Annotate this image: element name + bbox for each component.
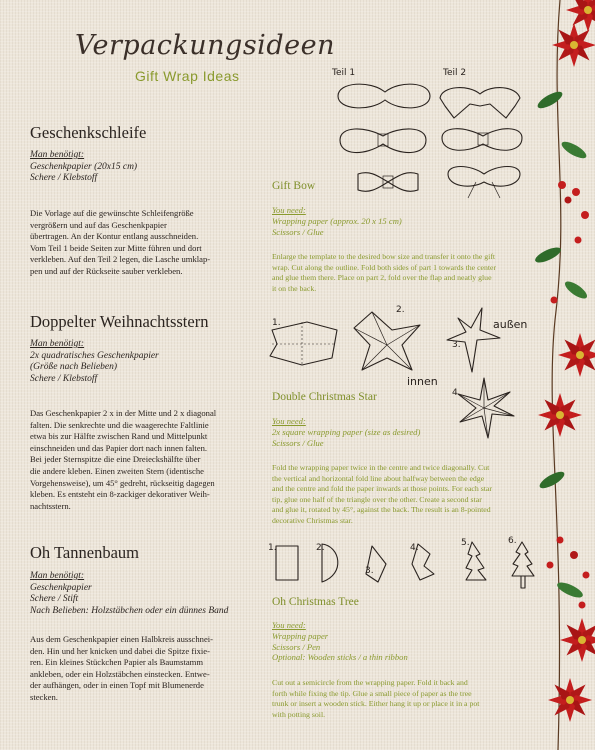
need-line: Nach Belieben: Holzstäbchen oder ein dünnes Band <box>30 605 229 616</box>
need-line: 2x square wrapping paper (size as desired) <box>272 426 421 437</box>
body-line: decorative Christmas star. <box>272 515 353 525</box>
need-line: Scissors / Glue <box>272 226 324 237</box>
tree-trunk <box>521 576 525 588</box>
body-line: wrap. Cut along the outline. Fold both sides of part 1 towards the center <box>272 262 497 272</box>
body-line: with potting soil. <box>272 709 326 719</box>
body-line: pen und auf der Rückseite sauber verkleben. <box>30 265 183 276</box>
body-line: Cut out a semicircle from the wrapping paper. Fold it back and <box>272 678 468 687</box>
bow-folded-1 <box>340 129 426 153</box>
body-tree-en <box>272 678 479 720</box>
star-step-4-label: 4. <box>452 388 461 398</box>
star-steps-diagram <box>262 300 532 440</box>
body-line: falten. Die senkrechte und die waagerechte Faltlinie <box>30 419 209 430</box>
need-label: You need: <box>272 620 306 630</box>
page-subtitle: Gift Wrap Ideas <box>135 68 240 84</box>
body-line: and glue them there. Place on part 2, fold over the flap and neatly glue <box>272 273 492 283</box>
tree-step-5-label: 5. <box>461 538 470 548</box>
need-line: Wrapping paper (approx. 20 x 15 cm) <box>272 215 402 226</box>
body-star-de <box>30 408 216 512</box>
body-line: verkleben. Auf den Teil 2 legen, die Lasche umklap- <box>30 254 211 265</box>
poinsettia-border-decoration <box>530 0 595 750</box>
tree-step1-shape <box>276 546 298 580</box>
section-title-tree-de: Oh Tannenbaum <box>30 543 139 562</box>
body-line: übertragen. An der Kontur entlang ausschneiden. <box>30 231 199 242</box>
need-line: Schere / Klebstoff <box>30 173 98 184</box>
body-line: the vertical and horizontal fold line about halfway between the edge <box>272 473 485 483</box>
body-line: Das Geschenkpapier 2 x in der Mitte und 2 x diagonal <box>30 408 217 418</box>
star-step-3-label: 3. <box>452 340 461 350</box>
body-line: den. Hin und her knicken und dabei die Spitze fixie- <box>30 645 210 656</box>
body-line: Bei jeder Sternspitze die eine Dreieckshälfte über <box>30 454 201 465</box>
needs-bow-en <box>272 205 402 237</box>
body-line: nachtsstern. <box>30 500 71 511</box>
needs-star-de <box>30 339 159 385</box>
body-line: and glue it, rotated by 45°, against the back. The result is an 8-pointed <box>272 505 491 515</box>
body-bow-en <box>272 252 496 294</box>
outside-label: außen <box>493 318 528 331</box>
tree-step-3-label: 3. <box>365 566 374 576</box>
bow-final-1 <box>358 173 418 192</box>
section-title-bow-en: Gift Bow <box>272 180 316 192</box>
body-line: Vom Teil 1 beide Seiten zur Mitte führen und dort <box>30 242 202 253</box>
body-line: tip, glue one half of the triangle over the other. Create a second star <box>272 494 482 504</box>
body-line: Die Vorlage auf die gewünschte Schleifengröße <box>30 208 194 218</box>
need-line: Schere / Klebstoff <box>30 373 98 384</box>
star-step2-shape <box>354 312 420 370</box>
bow-folded-2 <box>442 129 522 151</box>
body-line: Aus dem Geschenkpapier einen Halbkreis ausschnei- <box>30 634 214 644</box>
need-line: Scissors / Pen <box>272 641 321 652</box>
bow-knot-2 <box>478 133 488 145</box>
need-label: Man benötigt: <box>30 150 85 160</box>
star-step1-shape <box>270 322 337 365</box>
need-label: Man benötigt: <box>30 339 85 349</box>
body-line: Enlarge the template to the desired bow size and transfer it onto the gift <box>272 252 496 261</box>
need-line: Wrapping paper <box>272 630 329 641</box>
body-line: stecken. <box>30 691 58 702</box>
tree-step3-shape <box>366 546 386 582</box>
body-tree-de <box>30 634 213 704</box>
body-line: forth while fixing the tip. Glue a small piece of paper as the tree <box>272 688 472 698</box>
body-line: der aufhängen, oder in einen Topf mit Blumenerde <box>30 680 204 691</box>
need-line: Optional: Wooden sticks / a thin ribbon <box>272 652 408 663</box>
star-step-1-label: 1. <box>272 318 281 328</box>
need-label: You need: <box>272 416 306 426</box>
tree-step-4-label: 4. <box>410 543 419 553</box>
bow-template-diagram <box>330 78 530 203</box>
tree-step-2-label: 2. <box>316 543 325 553</box>
need-label: You need: <box>272 205 306 215</box>
star-step4-shape <box>458 378 514 438</box>
bow-final-tails <box>468 182 500 198</box>
body-line: ankleben, oder ein Holzstäbchen einstecken. Entwe- <box>30 668 210 679</box>
needs-bow-de <box>30 150 137 185</box>
part1-label: Teil 1 <box>332 68 356 78</box>
needs-tree-de <box>30 571 228 617</box>
need-line: Scissors / Glue <box>272 437 324 448</box>
bow-part1-shape <box>338 84 430 108</box>
tree-step-1-label: 1. <box>268 543 277 553</box>
body-line: it on the back. <box>272 283 317 293</box>
bow-final-2 <box>448 167 520 187</box>
body-line: Vorgehensweise), um 45° gedreht, rückseitig dagegen <box>30 477 215 488</box>
need-label: Man benötigt: <box>30 571 85 581</box>
need-line: 2x quadratisches Geschenkpapier <box>30 350 159 361</box>
bow-part2-shape <box>440 88 520 118</box>
body-star-en <box>272 463 492 527</box>
body-line: trunk or insert a wooden stick. Either hang it up or place it in a pot <box>272 699 480 709</box>
section-title-star-de: Doppelter Weihnachtsstern <box>30 312 209 331</box>
need-line: Geschenkpapier <box>30 582 92 593</box>
need-line: (Größe nach Belieben) <box>30 362 118 373</box>
body-line: kleben. Es entsteht ein 8-zackiger dekorativer Weih- <box>30 489 210 500</box>
body-line: Fold the wrapping paper twice in the centre and twice diagonally. Cut <box>272 463 490 472</box>
body-line: die andere kleben. Einen zweiten Stern (identische <box>30 465 204 476</box>
body-line: vergrößern und auf das Geschenkpapier <box>30 219 167 230</box>
star-step-2-label: 2. <box>396 305 405 315</box>
tree-step-6-label: 6. <box>508 536 517 546</box>
body-line: einschneiden und das Papier dort nach innen falten. <box>30 442 208 453</box>
body-bow-de <box>30 208 210 278</box>
need-line: Schere / Stift <box>30 594 79 605</box>
section-title-tree-en: Oh Christmas Tree <box>272 596 359 608</box>
part2-label: Teil 2 <box>443 68 467 78</box>
section-title-bow-de: Geschenkschleife <box>30 123 147 142</box>
body-line: ren. Ein kleines Stückchen Papier als Baumstamm <box>30 657 204 668</box>
need-line: Geschenkpapier (20x15 cm) <box>30 161 138 172</box>
section-title-star-en: Double Christmas Star <box>272 391 377 403</box>
page-title: Verpackungsideen <box>75 30 335 61</box>
needs-tree-en <box>272 620 408 663</box>
inside-label: innen <box>407 375 438 388</box>
tree-steps-diagram <box>270 540 540 592</box>
body-line: etwa bis zur Hälfte zwischen Rand und Mittelpunkt <box>30 431 208 442</box>
body-line: and the centre and fold the paper inwards at those points. For each star <box>272 484 492 494</box>
